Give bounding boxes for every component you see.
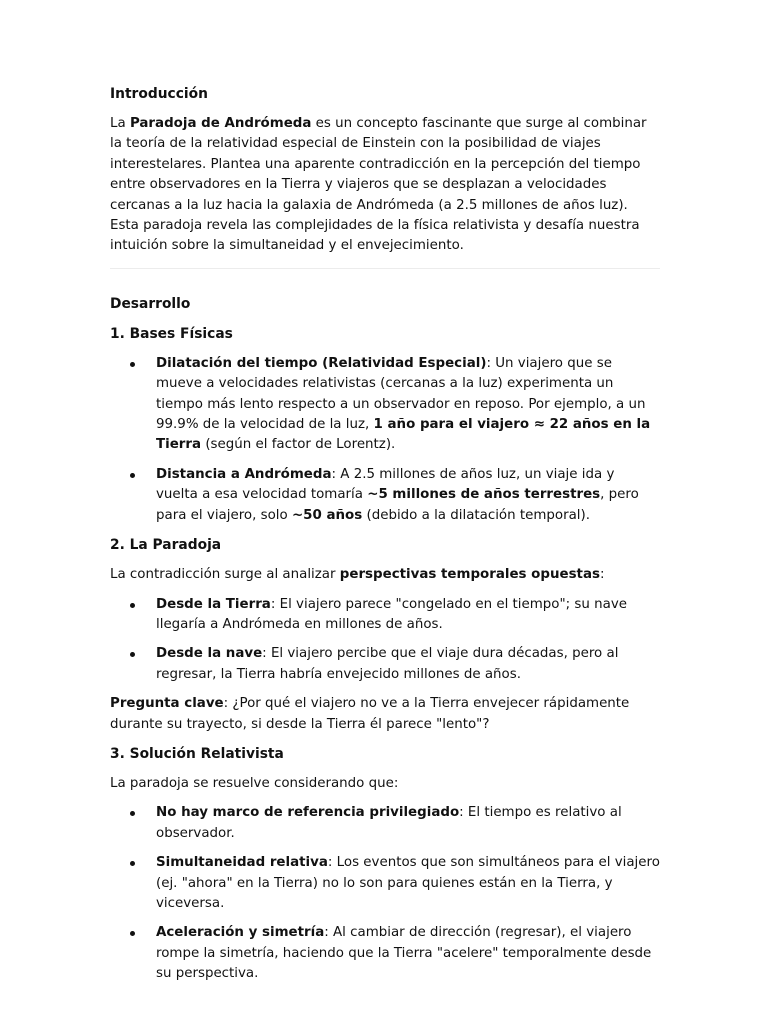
section-2-heading: 2. La Paradoja (110, 537, 222, 554)
bullet-icon (130, 362, 135, 367)
bullet-icon (130, 603, 135, 608)
list-item-text: : El viajero percibe que el viaje dura décadas, pero al regresar, la Tierra habría envejecido millones de años. (156, 646, 619, 682)
section-3-heading: 3. Solución Relativista (110, 745, 284, 762)
section-divider (110, 268, 660, 269)
list-item-emphasis: ~50 años (291, 507, 363, 523)
list-item-text: : Los eventos que son simultáneos para el viajero (ej. "ahora" en la Tierra) no lo son para quienes están en la Tierra, y viceversa. (156, 855, 660, 911)
document-body (110, 84, 660, 994)
bullet-icon (130, 652, 135, 657)
section-3-list (110, 803, 660, 984)
intro-text-post: es un concepto fascinante que surge al combinar la teoría de la relatividad especial de Einstein con la posibilidad de viajes interestelares. Plantea una aparente contradicción en la percepción del tiempo entre observadores en la Tierra y viajeros que se desplazan a velocidades cercanas a la luz hacia la galaxia de Andrómeda (a 2.5 millones de años luz). Esta paradoja revela las complejidades de la física relativista y desafía nuestra intuición sobre la simultaneidad y el envejecimiento. (110, 116, 647, 254)
bullet-icon (130, 473, 135, 478)
key-question (110, 694, 660, 735)
bullet-icon (130, 931, 135, 936)
list-item-text: : El viajero parece "congelado en el tiempo"; su nave llegaría a Andrómeda en millones de años. (156, 596, 627, 632)
desarrollo-heading: Desarrollo (110, 295, 191, 312)
paragraph-text: : (599, 567, 605, 583)
bullet-icon (130, 861, 135, 866)
list-item-term: Desde la nave (156, 646, 263, 662)
list-item-term: Desde la Tierra (156, 596, 271, 612)
list-item-term: Aceleración y simetría (156, 925, 325, 941)
paragraph-text: La contradicción surge al analizar (110, 567, 340, 583)
list-item (110, 354, 660, 456)
key-question-label: Pregunta clave (110, 696, 224, 712)
list-item-text: : Un viajero que se mueve a velocidades relativistas (cercanas a la luz) experimenta un tiempo más lento respecto a un observador en reposo. Por ejemplo, a un 99.9% de la velocidad de la luz, (156, 355, 646, 433)
list-item-term: No hay marco de referencia privilegiado (156, 805, 460, 821)
key-question-text: : ¿Por qué el viajero no ve a la Tierra envejecer rápidamente durante su trayecto, si desde la Tierra él parece "lento"? (110, 696, 630, 732)
list-item-emphasis: 1 año para el viajero ≈ 22 años en la Tierra (156, 417, 651, 453)
list-item (110, 595, 660, 636)
list-item-text: : El tiempo es relativo al observador. (156, 805, 622, 841)
list-item (110, 923, 660, 984)
list-item-text: : A 2.5 millones de años luz, un viaje ida y vuelta a esa velocidad tomaría (156, 466, 615, 503)
section-2-intro (110, 565, 660, 585)
list-item (110, 803, 660, 844)
intro-heading: Introducción (110, 86, 208, 102)
list-item-term: Dilatación del tiempo (Relatividad Especial) (156, 355, 487, 371)
bullet-icon (130, 811, 135, 816)
intro-paragraph (110, 114, 660, 257)
section-3-intro: La paradoja se resuelve considerando que: (110, 775, 399, 791)
list-item-text: (debido a la dilatación temporal). (362, 507, 591, 523)
intro-text-pre: La (110, 116, 130, 131)
list-item (110, 853, 660, 914)
list-item-term: Distancia a Andrómeda (156, 466, 332, 482)
section-1-list (110, 354, 660, 526)
list-item-emphasis: ~5 millones de años terrestres (367, 487, 601, 503)
list-item-text: : Al cambiar de dirección (regresar), el viajero rompe la simetría, haciendo que la Tierra "acelere" temporalmente desde su perspectiva. (156, 925, 652, 982)
paragraph-emphasis: perspectivas temporales opuestas (339, 567, 600, 583)
intro-term-bold: Paradoja de Andrómeda (129, 116, 312, 131)
list-item-text: , pero para el viajero, solo (156, 487, 639, 523)
list-item-term: Simultaneidad relativa (156, 855, 328, 871)
section-2-list (110, 595, 660, 686)
list-item (110, 465, 660, 526)
list-item (110, 644, 660, 685)
list-item-text: (según el factor de Lorentz). (201, 437, 396, 453)
section-1-heading: 1. Bases Físicas (110, 325, 233, 342)
